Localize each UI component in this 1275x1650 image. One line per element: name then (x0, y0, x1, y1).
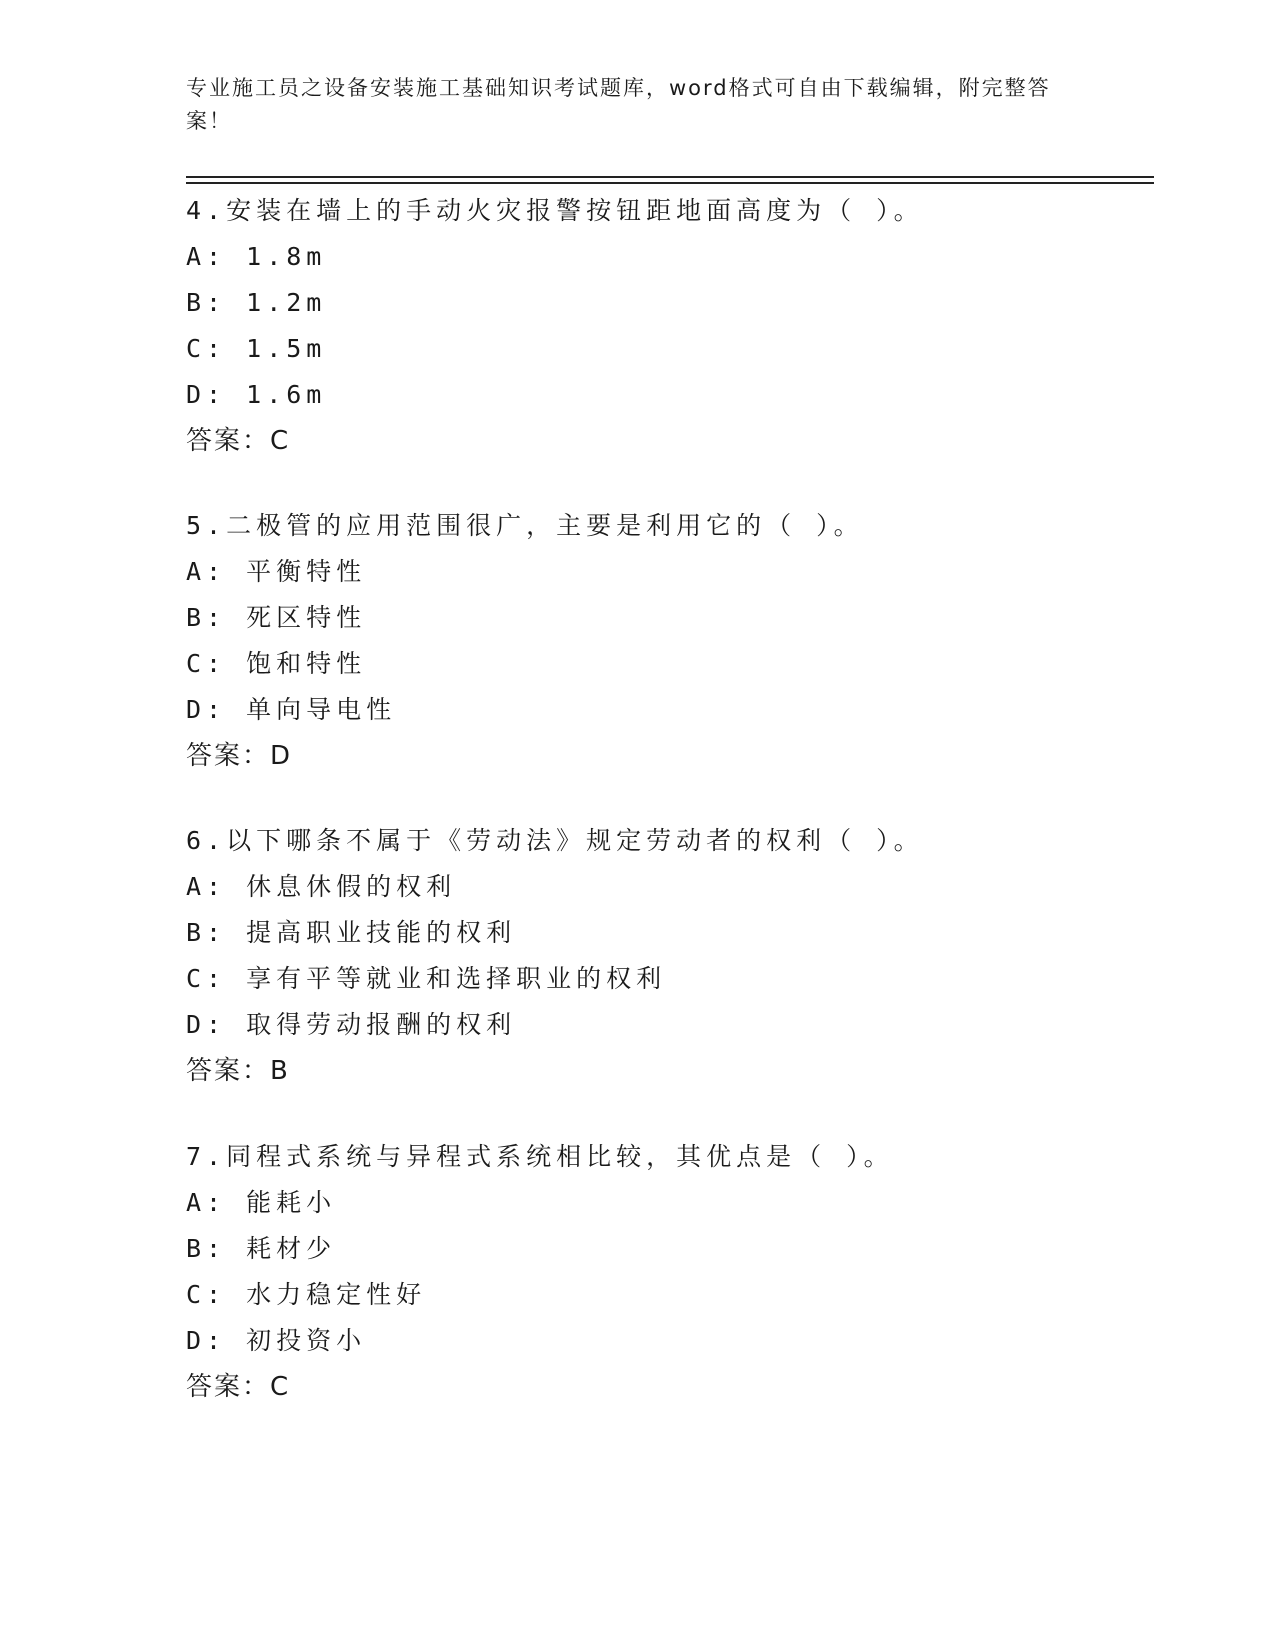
option-c: C: 1.5m (186, 334, 327, 363)
question-7 (186, 1134, 1166, 1410)
header-divider-bottom (186, 182, 1154, 184)
option-d: D: 单向导电性 (186, 695, 397, 724)
option-d: D: 初投资小 (186, 1326, 367, 1355)
option-a: A: 能耗小 (186, 1188, 337, 1217)
option-c: C: 饱和特性 (186, 649, 367, 678)
question-4 (186, 188, 1166, 464)
option-b: B: 1.2m (186, 288, 327, 317)
header-divider-top (186, 176, 1154, 178)
question-5 (186, 503, 1166, 779)
option-a: A: 1.8m (186, 242, 327, 271)
question-stem: 7.同程式系统与异程式系统相比较，其优点是（ ）。 (186, 1142, 894, 1171)
answer: 答案：B (186, 1056, 290, 1086)
option-c: C: 享有平等就业和选择职业的权利 (186, 964, 667, 993)
question-stem: 6.以下哪条不属于《劳动法》规定劳动者的权利（ ）。 (186, 826, 924, 855)
option-b: B: 耗材少 (186, 1234, 337, 1263)
option-b: B: 提高职业技能的权利 (186, 918, 517, 947)
option-d: D: 取得劳动报酬的权利 (186, 1010, 517, 1039)
question-stem: 5.二极管的应用范围很广，主要是利用它的（ ）。 (186, 511, 864, 540)
document-header: 专业施工员之设备安装施工基础知识考试题库，word格式可自由下载编辑，附完整答案！ (186, 76, 1051, 133)
option-c: C: 水力稳定性好 (186, 1280, 427, 1309)
answer: 答案：C (186, 1372, 291, 1402)
option-a: A: 平衡特性 (186, 557, 367, 586)
option-a: A: 休息休假的权利 (186, 872, 457, 901)
option-d: D: 1.6m (186, 380, 327, 409)
answer: 答案：C (186, 426, 291, 456)
answer: 答案：D (186, 741, 293, 771)
option-b: B: 死区特性 (186, 603, 367, 632)
question-6 (186, 818, 1166, 1094)
question-stem: 4.安装在墙上的手动火灾报警按钮距地面高度为（ ）。 (186, 196, 924, 225)
